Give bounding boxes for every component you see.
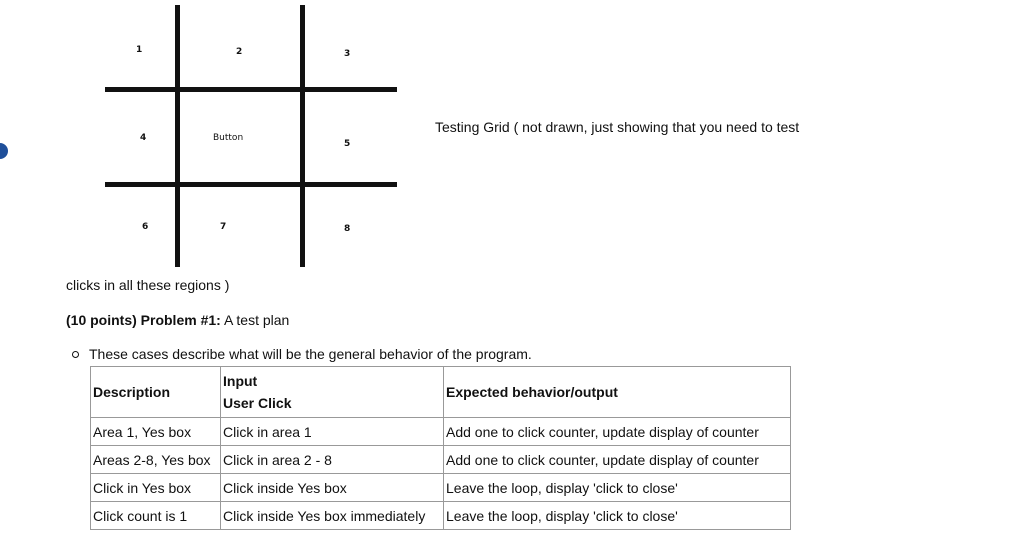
testing-grid-note-continued: clicks in all these regions ) bbox=[66, 277, 230, 293]
grid-line-vertical-left bbox=[175, 5, 180, 267]
cell-expected: Leave the loop, display 'click to close' bbox=[444, 474, 791, 502]
bullet-item bbox=[72, 346, 532, 362]
cell-description: Click in Yes box bbox=[91, 474, 221, 502]
cell-expected: Add one to click counter, update display of counter bbox=[444, 446, 791, 474]
grid-area-4-label: 4 bbox=[140, 133, 147, 143]
grid-area-2-label: 2 bbox=[236, 47, 243, 57]
cell-input: Click in area 2 - 8 bbox=[221, 446, 444, 474]
bullet-circle-icon bbox=[72, 351, 79, 358]
cell-input: Click in area 1 bbox=[221, 418, 444, 446]
cell-expected: Add one to click counter, update display of counter bbox=[444, 418, 791, 446]
cell-input: Click inside Yes box bbox=[221, 474, 444, 502]
header-input-line2: User Click bbox=[223, 395, 292, 411]
left-edge-marker bbox=[0, 143, 8, 159]
table-header-row bbox=[91, 367, 791, 418]
cell-description: Area 1, Yes box bbox=[91, 418, 221, 446]
test-plan-table bbox=[90, 366, 791, 530]
grid-line-vertical-right bbox=[300, 5, 305, 267]
grid-area-8-label: 8 bbox=[344, 224, 351, 234]
testing-grid-figure bbox=[100, 0, 400, 270]
problem-heading bbox=[66, 312, 289, 328]
table-row bbox=[91, 502, 791, 530]
table-row bbox=[91, 446, 791, 474]
header-description: Description bbox=[91, 367, 221, 418]
header-input bbox=[221, 367, 444, 418]
cell-description: Click count is 1 bbox=[91, 502, 221, 530]
problem-points: (10 points) bbox=[66, 312, 137, 328]
grid-line-horizontal-bottom bbox=[105, 182, 397, 187]
grid-area-3-label: 3 bbox=[344, 49, 351, 59]
grid-area-5-label: 5 bbox=[344, 139, 351, 149]
grid-area-7-label: 7 bbox=[220, 222, 227, 232]
cell-description: Areas 2-8, Yes box bbox=[91, 446, 221, 474]
bullet-text: These cases describe what will be the general behavior of the program. bbox=[89, 346, 532, 362]
header-input-line1: Input bbox=[223, 373, 258, 389]
header-expected: Expected behavior/output bbox=[444, 367, 791, 418]
grid-area-6-label: 6 bbox=[142, 222, 149, 232]
table-row bbox=[91, 474, 791, 502]
grid-button-label: Button bbox=[213, 133, 244, 143]
cell-input: Click inside Yes box immediately bbox=[221, 502, 444, 530]
cell-expected: Leave the loop, display 'click to close' bbox=[444, 502, 791, 530]
problem-subtitle: A test plan bbox=[223, 312, 290, 328]
grid-line-horizontal-top bbox=[105, 87, 397, 92]
problem-title: Problem #1: bbox=[140, 312, 221, 328]
testing-grid-note: Testing Grid ( not drawn, just showing that you need to test bbox=[435, 119, 800, 135]
grid-area-1-label: 1 bbox=[136, 45, 143, 55]
table-row bbox=[91, 418, 791, 446]
